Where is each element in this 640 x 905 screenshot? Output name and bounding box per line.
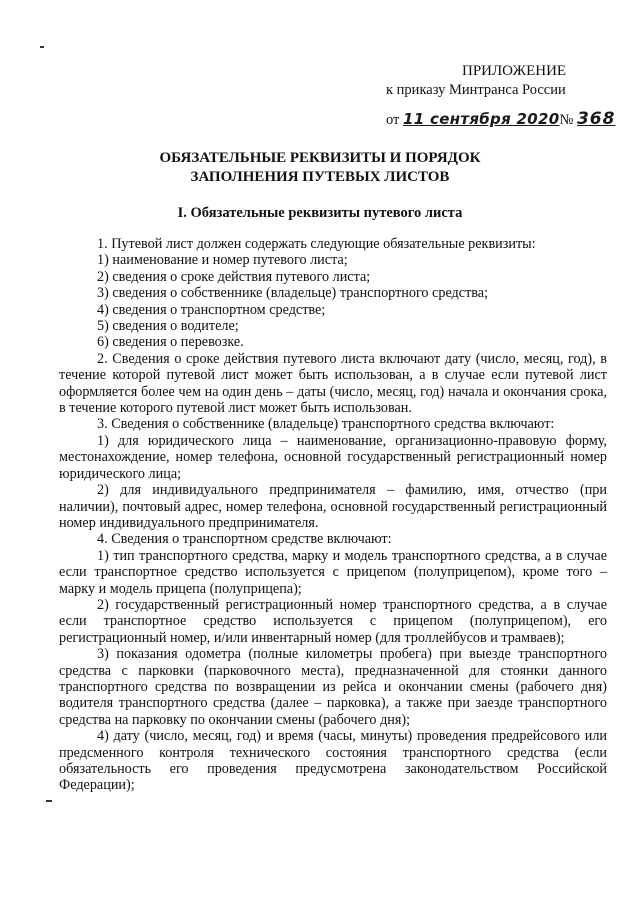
- scan-speck: [46, 800, 52, 802]
- order-number-label: №: [559, 112, 574, 128]
- list-item: 6) сведения о перевозке.: [97, 334, 244, 351]
- paragraph: 1. Путевой лист должен содержать следующие обязательные реквизиты:: [97, 236, 536, 252]
- document-body: [59, 236, 607, 794]
- list-item: 3) сведения о собственнике (владельце) транспортного средства;: [97, 285, 489, 302]
- list-item: 2) для индивидуального предпринимателя – фамилию, имя, отчество (при наличии), почтовый адрес, номер телефона, основной государственный регистрационный номер индивидуального предпринимателя.: [59, 482, 607, 531]
- appendix-title: ПРИЛОЖЕНИЕ: [462, 63, 567, 79]
- list-item: 1) тип транспортного средства, марку и модель транспортного средства, а в случае если транспортное средство используется с прицепом (полуприцепом), кроме того – марку и модель прицепа (полуприцепа);: [59, 547, 607, 597]
- document-title: [60, 149, 580, 187]
- appendix-header: [380, 62, 620, 130]
- order-date-handwritten: 11 сентября 2020: [403, 110, 560, 128]
- list-item: 3) показания одометра (полные километры пробега) при выезде транспортного средства с парковки (парковочного места), предназначенной для стоянки данного транспортного средства по возвращении из рейса и окончании смены (рабочего дня) водителя транспортного средства (далее – парковка), а также при заезде транспортного средства на парковку по окончании смены (рабочего дня);: [59, 646, 607, 728]
- order-prefix: от: [386, 112, 400, 128]
- list-item: 2) государственный регистрационный номер транспортного средства, а в случае если транспортное средство используется с прицепом (полуприцепом), его регистрационный номер, и/или инвентарный номер (для троллейбусов и трамваев);: [59, 596, 607, 646]
- document-title-line-1: ОБЯЗАТЕЛЬНЫЕ РЕКВИЗИТЫ И ПОРЯДОК: [159, 150, 481, 166]
- list-item: 4) сведения о транспортном средстве;: [97, 301, 326, 318]
- list-item: 1) наименование и номер путевого листа;: [97, 252, 348, 269]
- list-item: 4) дату (число, месяц, год) и время (часы, минуты) проведения предрейсового или предсменного контроля технического состояния транспортного средства (если обязательность его проведения предусмотрена законодательством Российской Федерации);: [59, 728, 607, 794]
- list-item: 2) сведения о сроке действия путевого листа;: [97, 268, 371, 285]
- paragraph: 3. Сведения о собственнике (владельце) транспортного средства включают:: [97, 416, 555, 433]
- scan-speck: [40, 46, 44, 48]
- paragraph: 4. Сведения о транспортном средстве включают:: [97, 531, 392, 548]
- list-item: 5) сведения о водителе;: [97, 318, 239, 335]
- list-item: 1) для юридического лица – наименование, организационно-правовую форму, местонахождение, номер телефона, основной государственный регистрационный номер юридического лица;: [59, 432, 607, 482]
- section-title: I. Обязательные реквизиты путевого листа: [177, 205, 463, 221]
- order-number-handwritten: 368: [576, 109, 616, 129]
- order-reference: [380, 110, 620, 130]
- paragraph: 2. Сведения о сроке действия путевого листа включают дату (число, месяц, год), в течение которой путевой лист может быть использован, а в случае если путевой лист оформляется более чем на один день – даты (число, месяц, год) начала и окончания срока, в течение которого путевой лист может быть использован.: [59, 350, 607, 417]
- appendix-subtitle: к приказу Минтранса России: [386, 82, 566, 98]
- document-title-line-2: ЗАПОЛНЕНИЯ ПУТЕВЫХ ЛИСТОВ: [190, 169, 450, 185]
